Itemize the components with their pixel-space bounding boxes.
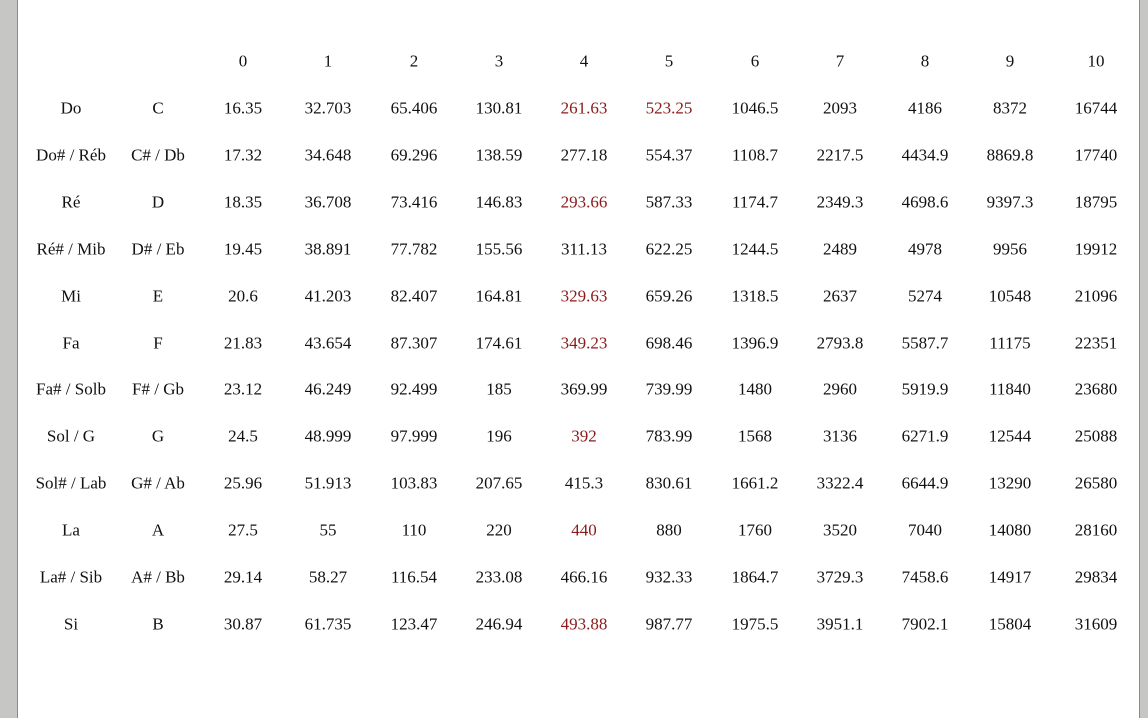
frequency-cell: 9397.3 [986,192,1034,212]
frequency-cell: 1318.5 [731,286,779,306]
frequency-cell: 587.33 [645,192,693,212]
frequency-cell: 880 [656,520,682,540]
frequency-cell: 103.83 [390,473,438,493]
frequency-cell: 36.708 [304,192,352,212]
frequency-cell: 1108.7 [731,145,779,165]
row-solfege-name: Sol / G [46,426,96,446]
column-header-octave-5: 5 [664,51,674,71]
frequency-cell: 130.81 [475,98,523,118]
frequency-cell: 1568 [738,426,772,446]
frequency-cell: 5587.7 [901,333,949,352]
frequency-cell: 20.6 [228,286,258,306]
frequency-cell: 12544 [988,426,1032,446]
frequency-cell: 4978 [908,239,942,259]
row-letter-name: A [151,520,165,540]
frequency-cell: 23.12 [223,379,263,399]
frequency-cell-highlighted: 523.25 [645,98,693,118]
row-letter-name: B [152,614,164,634]
frequency-cell: 3951.1 [816,614,864,634]
frequency-cell: 17740 [1074,145,1118,165]
row-letter-name: D# / Eb [131,239,185,259]
row-solfege-name: La# / Sib [39,567,103,587]
frequency-cell: 23680 [1074,379,1118,399]
frequency-cell: 18795 [1074,192,1118,212]
frequency-cell: 13290 [988,473,1032,493]
frequency-cell: 554.37 [645,145,693,165]
frequency-cell: 77.782 [390,239,438,259]
frequency-cell: 3322.4 [816,473,864,493]
row-letter-name: F [153,333,163,352]
frequency-cell: 19912 [1074,239,1118,259]
frequency-cell: 26580 [1074,473,1118,493]
frequency-cell: 15804 [988,614,1032,634]
frequency-cell: 16744 [1074,98,1118,118]
frequency-cell: 1480 [738,379,772,399]
frequency-cell: 932.33 [645,567,693,587]
row-solfege-name: Fa# / Solb [36,379,106,399]
frequency-cell: 97.999 [390,426,438,446]
frequency-cell: 2637 [823,286,857,306]
frequency-cell: 185 [486,379,512,399]
row-letter-name: F# / Gb [132,379,184,399]
frequency-cell: 14080 [988,520,1032,540]
frequency-cell: 3136 [823,426,857,446]
frequency-cell: 2793.8 [816,333,864,352]
frequency-cell: 3520 [823,520,857,540]
frequency-cell: 21096 [1074,286,1118,306]
frequency-cell: 1661.2 [731,473,779,493]
row-solfege-name: Sol# / Lab [35,473,107,493]
frequency-cell: 17.32 [223,145,263,165]
frequency-cell: 233.08 [475,567,523,587]
frequency-cell-highlighted: 440 [571,520,597,540]
frequency-cell: 9956 [993,239,1027,259]
frequency-cell: 174.61 [475,333,523,352]
frequency-cell: 415.3 [564,473,604,493]
frequency-cell: 207.65 [475,473,523,493]
frequency-cell: 369.99 [560,379,608,399]
column-header-octave-8: 8 [920,51,930,71]
frequency-cell: 622.25 [645,239,693,259]
frequency-cell: 32.703 [304,98,352,118]
row-solfege-name: Si [63,614,79,634]
frequency-cell: 7902.1 [901,614,949,634]
frequency-cell: 38.891 [304,239,352,259]
row-solfege-name: Mi [61,286,81,306]
row-letter-name: A# / Bb [131,567,185,587]
frequency-cell: 2217.5 [816,145,864,165]
frequency-cell: 155.56 [475,239,523,259]
frequency-cell: 6271.9 [901,426,949,446]
frequency-cell: 783.99 [645,426,693,446]
frequency-cell: 246.94 [475,614,523,634]
frequency-cell: 1174.7 [731,192,779,212]
frequency-cell: 92.499 [390,379,438,399]
row-solfege-name: La [62,520,80,540]
frequency-cell: 7458.6 [901,567,949,587]
frequency-cell: 87.307 [390,333,438,352]
document-page [17,0,1140,718]
frequency-cell: 48.999 [304,426,352,446]
frequency-cell: 28160 [1074,520,1118,540]
column-header-octave-0: 0 [238,51,248,71]
frequency-cell: 277.18 [560,145,608,165]
frequency-cell-highlighted: 329.63 [560,286,608,306]
frequency-cell: 138.59 [475,145,523,165]
frequency-cell: 5919.9 [901,379,949,399]
frequency-cell: 8372 [993,98,1027,118]
frequency-cell-highlighted: 493.88 [560,614,608,634]
column-header-octave-6: 6 [750,51,760,71]
frequency-cell: 18.35 [223,192,263,212]
column-header-octave-7: 7 [835,51,845,71]
frequency-cell: 987.77 [645,614,693,634]
frequency-cell: 311.13 [560,239,608,259]
frequency-cell: 11175 [989,333,1031,352]
frequency-cell: 6644.9 [901,473,949,493]
frequency-cell: 2489 [823,239,857,259]
frequency-cell: 65.406 [390,98,438,118]
frequency-cell: 34.648 [304,145,352,165]
frequency-cell: 4698.6 [901,192,949,212]
row-solfege-name: Do [60,98,82,118]
row-letter-name: C [152,98,164,118]
frequency-cell: 1864.7 [731,567,779,587]
column-header-octave-1: 1 [323,51,333,71]
frequency-cell: 10548 [988,286,1032,306]
frequency-cell: 4434.9 [901,145,949,165]
frequency-cell: 739.99 [645,379,693,399]
frequency-cell: 1760 [738,520,772,540]
frequency-cell: 5274 [908,286,942,306]
frequency-cell: 1046.5 [731,98,779,118]
frequency-cell: 29834 [1074,567,1118,587]
frequency-cell: 164.81 [475,286,523,306]
frequency-cell-highlighted: 392 [571,426,597,446]
row-solfege-name: Ré# / Mib [36,239,106,259]
row-solfege-name: Do# / Réb [36,145,106,165]
frequency-cell: 14917 [988,567,1032,587]
frequency-cell: 116.54 [390,567,438,587]
frequency-cell: 11840 [989,379,1031,399]
frequency-cell-highlighted: 293.66 [560,192,608,212]
frequency-cell: 8869.8 [986,145,1034,165]
column-header-octave-3: 3 [494,51,504,71]
frequency-cell: 1975.5 [731,614,779,634]
frequency-cell: 46.249 [304,379,352,399]
column-header-octave-2: 2 [409,51,419,71]
frequency-cell: 7040 [908,520,942,540]
frequency-cell: 3729.3 [816,567,864,587]
frequency-cell: 31609 [1074,614,1118,634]
frequency-cell: 24.5 [228,426,258,446]
row-solfege-name: Fa [62,333,80,352]
frequency-cell: 29.14 [223,567,263,587]
frequency-cell: 146.83 [475,192,523,212]
frequency-cell: 22351 [1074,333,1118,352]
row-solfege-name: Ré [61,192,81,212]
frequency-cell: 196 [486,426,512,446]
frequency-cell: 21.83 [223,333,263,352]
frequency-cell: 2960 [823,379,857,399]
frequency-cell: 466.16 [560,567,608,587]
frequency-cell: 4186 [908,98,942,118]
frequency-cell: 25.96 [223,473,263,493]
frequency-cell: 73.416 [390,192,438,212]
frequency-cell: 61.735 [304,614,352,634]
frequency-cell: 25088 [1074,426,1118,446]
frequency-cell: 41.203 [304,286,352,306]
frequency-cell: 2093 [823,98,857,118]
row-letter-name: E [152,286,164,306]
frequency-cell: 659.26 [645,286,693,306]
frequency-cell: 123.47 [390,614,438,634]
frequency-cell: 69.296 [390,145,438,165]
row-letter-name: G# / Ab [131,473,185,493]
frequency-cell: 1244.5 [731,239,779,259]
row-letter-name: D [151,192,165,212]
row-letter-name: G [151,426,165,446]
frequency-cell: 30.87 [223,614,263,634]
frequency-cell: 1396.9 [731,333,779,352]
frequency-cell: 55 [319,520,337,540]
frequency-cell: 19.45 [223,239,263,259]
frequency-cell: 220 [486,520,512,540]
frequency-cell: 2349.3 [816,192,864,212]
frequency-cell: 43.654 [304,333,352,352]
frequency-cell: 16.35 [223,98,263,118]
column-header-octave-9: 9 [1005,51,1015,71]
frequency-cell-highlighted: 261.63 [560,98,608,118]
frequency-cell: 698.46 [645,333,693,352]
frequency-cell: 58.27 [308,567,348,587]
frequency-cell: 110 [401,520,427,540]
column-header-octave-4: 4 [579,51,589,71]
frequency-cell: 27.5 [228,520,258,540]
frequency-cell: 51.913 [304,473,352,493]
row-letter-name: C# / Db [131,145,185,165]
frequency-cell: 82.407 [390,286,438,306]
frequency-cell: 830.61 [645,473,693,493]
column-header-octave-10: 10 [1087,51,1105,71]
frequency-cell-highlighted: 349.23 [560,333,608,352]
